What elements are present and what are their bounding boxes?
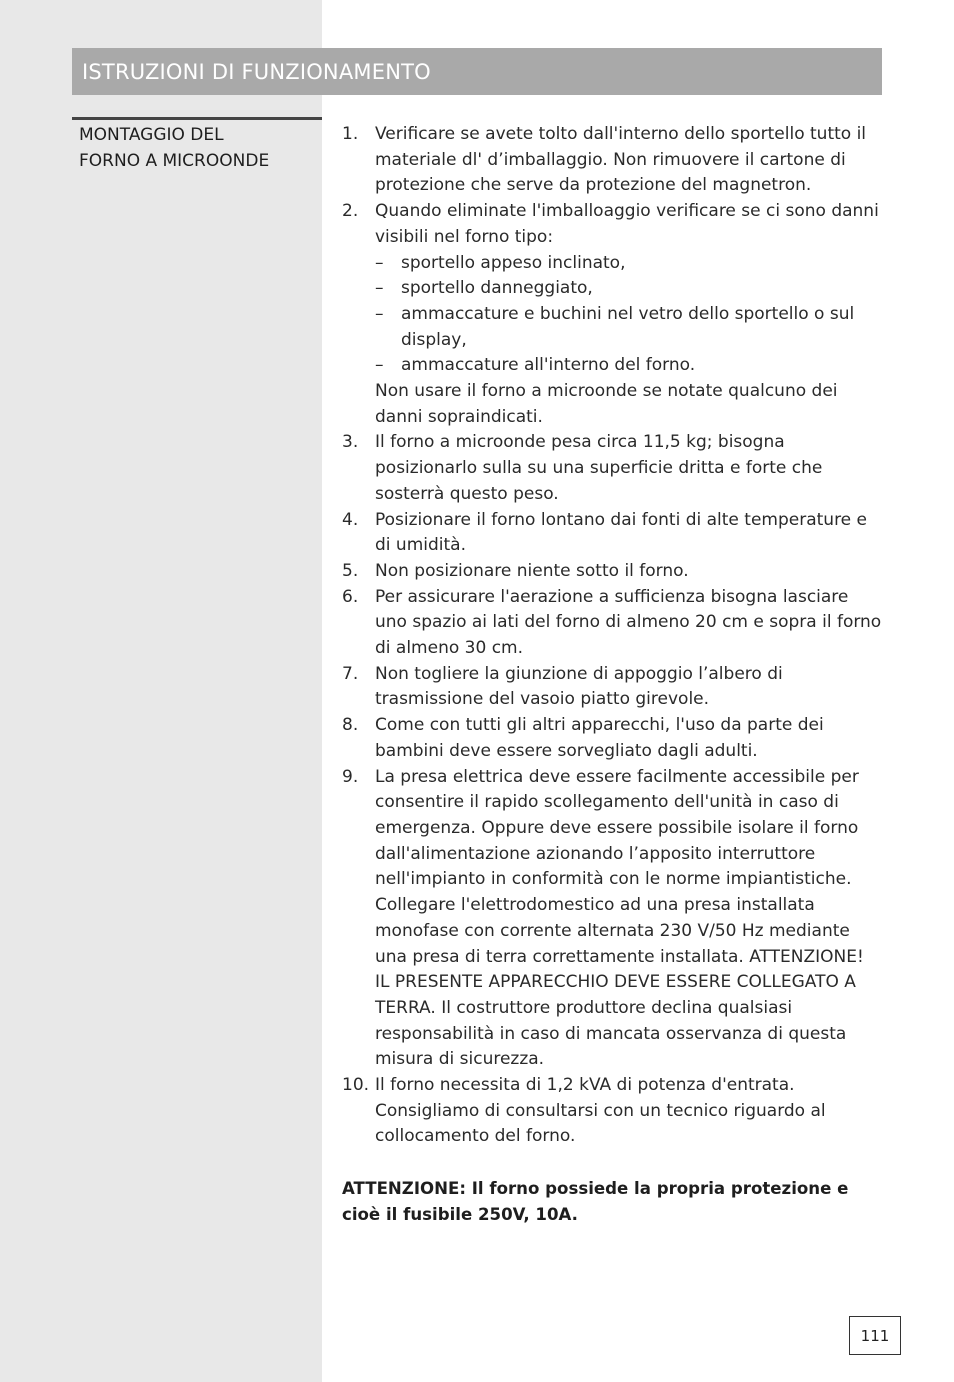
item-text: Posizionare il forno lontano dai fonti di alte temperature e di umidità. [375,509,868,556]
list-item [342,559,882,585]
item-number: 6. [342,586,359,607]
sub-list-item [375,276,882,302]
item-number: 10. [342,1075,370,1096]
page-number: 111 [849,1316,901,1355]
sub-item-text: ammaccature e buchini nel vetro dello sportello o sul display, [401,303,855,350]
list-item [342,662,882,713]
list-item [342,508,882,559]
item-number: 2. [342,201,359,222]
header-title: ISTRUZIONI DI FUNZIONAMENTO [82,59,431,84]
item-text: La presa elettrica deve essere facilmente accessibile per consentire il rapido scollegamento dell'unità in caso di emergenza. Oppure deve essere possibile isolare il forno dall'alimentazione azionando l’apposito interruttore nell'impianto in conformità con le norme impiantistiche. Collegare l'elettrodomestico ad una presa installata monofase con corrente alternata 230 V/50 Hz mediante una presa di terra correttamente installata. ATTENZIONE! IL PRESENTE APPARECCHIO DEVE ESSERE COLLEGATO A TERRA. Il costruttore produttore declina qualsiasi responsabilità in caso di mancata osservanza di questa misura di sicurezza. [375,766,864,1070]
sub-item-text: sportello danneggiato, [401,278,593,299]
section-header-bar [72,48,882,95]
instructions-list [342,122,882,1227]
sub-list-item [375,353,882,379]
sub-item-text: sportello appeso inclinato, [401,252,626,273]
sub-list-item [375,251,882,277]
section-title [79,122,319,174]
item-text: Il forno necessita di 1,2 kVA di potenza d'entrata. Consigliamo di consultarsi con un tecnico riguardo al collocamento del forno. [375,1075,826,1147]
section-divider [72,117,322,120]
item-number: 4. [342,509,359,530]
item-number: 3. [342,432,359,453]
left-margin-panel [0,0,322,1382]
dash-bullet: – [375,252,384,273]
list-item [342,1073,882,1150]
list-item [342,765,882,1073]
sub-item-text: ammaccature all'interno del forno. [401,355,696,376]
dash-bullet: – [375,355,384,376]
warning-note: ATTENZIONE: Il forno possiede la propria protezione e cioè il fusibile 250V, 10A. [342,1178,849,1224]
item-text: Verificare se avete tolto dall'interno dello sportello tutto il materiale dl' d’imballaggio. Non rimuovere il cartone di protezione che serve da protezione del magnetron. [375,124,867,196]
list-item [342,430,882,507]
item-text: Per assicurare l'aerazione a sufficienza bisogna lasciare uno spazio ai lati del forno di almeno 20 cm e sopra il forno di almeno 30 cm. [375,586,882,659]
section-title-line-1: MONTAGGIO DEL [79,125,224,145]
section-title-line-2: FORNO A MICROONDE [79,151,270,171]
item-text: Non posizionare niente sotto il forno. [375,560,689,581]
item-text: Come con tutti gli altri apparecchi, l'uso da parte dei bambini deve essere sorvegliato dagli adulti. [375,715,824,761]
item-text: Il forno a microonde pesa circa 11,5 kg; bisogna posizionarlo sulla su una superficie dritta e forte che sosterrà questo peso. [375,432,823,504]
list-item [342,713,882,764]
item-text: Non togliere la giunzione di appoggio l’albero di trasmissione del vasoio piatto girevole. [375,663,783,710]
list-item [342,122,882,199]
item-text: Quando eliminate l'imballoaggio verificare se ci sono danni visibili nel forno tipo: [375,201,879,247]
item-number: 7. [342,663,359,684]
item-number: 9. [342,766,359,787]
dash-bullet: – [375,303,384,324]
list-item [342,199,882,430]
item-number: 8. [342,715,359,736]
list-item [342,585,882,662]
sub-list-item [375,302,882,353]
item-number: 1. [342,124,359,144]
item-note: Non usare il forno a microonde se notate qualcuno dei danni sopraindicati. [375,381,838,427]
item-number: 5. [342,560,359,581]
dash-bullet: – [375,278,384,299]
